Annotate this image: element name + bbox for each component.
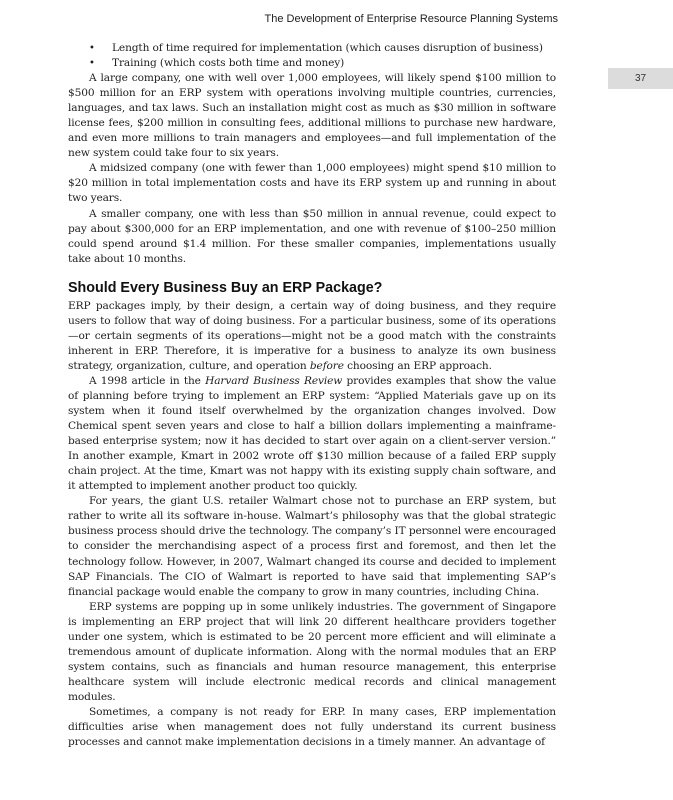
list-item: • Length of time required for implementation (which causes disruption of business) [112,41,556,56]
paragraph-midsized-company: A midsized company (one with fewer than 1,000 employees) might spend $10 million to $20 million in total implementation costs and have its ERP system up and running in about two years. [68,162,556,205]
section-heading: Should Every Business Buy an ERP Package? [68,279,383,296]
paragraph-hbr-article [68,374,556,494]
paragraph-not-ready: Sometimes, a company is not ready for ERP. In many cases, ERP implementation difficulties arise when management does not fully understand its current business processes and cannot make implementation decisions in a timely manner. An advantage of [68,705,556,749]
page-body [68,41,556,750]
paragraph-walmart: For years, the giant U.S. retailer Walmart chose not to purchase an ERP system, but rather to write all its software in-house. Walmart’s philosophy was that the global strategic business process should drive the technology. The company’s IT personnel were encouraged to consider the merchandising aspect of a process first and foremost, and then let the technology follow. However, in 2007, Walmart changed its course and decided to implement SAP Financials. The CIO of Walmart is reported to have said that implementing SAP’s financial package would enable the company to grow in many countries, including China. [68,495,556,598]
list-item: • Training (which costs both time and money) [112,56,556,71]
text-span: ERP packages imply, by their design, a certain way of doing business, and they require users to follow that way of doing business. For a particular business, some of its operations—or certain segments of its operations—might not be a good match with the constraints inherent in ERP. Therefore, it is imperative for a business to analyze its own business strategy, organization, culture, and operation [68,299,556,372]
text-span: provides examples that show the value of planning before trying to implement an ERP system: “Applied Materials gave up on its system when it found itself overwhelmed by the organization changes involved. Dow Chemical spent seven years and close to half a billion dollars implementing a mainframe-based enterprise system; now it has decided to start over again on a client-server version.” In another example, Kmart in 2002 wrote off $130 million because of a failed ERP supply chain project. At the time, Kmart was not happy with its existing supply chain software, and it attempted to implement another product too quickly. [68,374,557,493]
running-head-title: The Development of Enterprise Resource Planning Systems [264,13,558,25]
page-number: 37 [634,73,647,84]
paragraph-singapore: ERP systems are popping up in some unlikely industries. The government of Singapore is implementing an ERP project that will link 20 different healthcare providers together under one system, which is estimated to be 20 percent more efficient and will eliminate a tremendous amount of duplicate information. Along with the normal modules that an ERP system contains, such as financials and human resource management, this enterprise healthcare system will include electronic medical records and clinical management modules. [68,600,556,703]
page-number-tab [608,68,673,89]
cost-factor-list [68,41,556,71]
paragraph-large-company: A large company, one with well over 1,000 employees, will likely spend $100 million to $500 million for an ERP system with operations involving multiple countries, currencies, languages, and tax laws. Such an installation might cost as much as $30 million in software license fees, $200 million in consulting fees, additional millions to purchase new hardware, and even more millions to train managers and employees—and full implementation of the new system could take four to six years. [68,72,556,160]
paragraph-smaller-company: A smaller company, one with less than $50 million in annual revenue, could expect to pay about $300,000 for an ERP implementation, and one with revenue of $100–250 million could spend around $1.4 million. For these smaller companies, implementations usually take about 10 months. [68,207,556,265]
emphasis-before: before [309,359,344,372]
journal-title: Harvard Business Review [205,374,343,387]
text-span: choosing an ERP approach. [343,359,492,372]
paragraph-erp-design [68,299,556,374]
text-span: A 1998 article in the [89,374,206,387]
